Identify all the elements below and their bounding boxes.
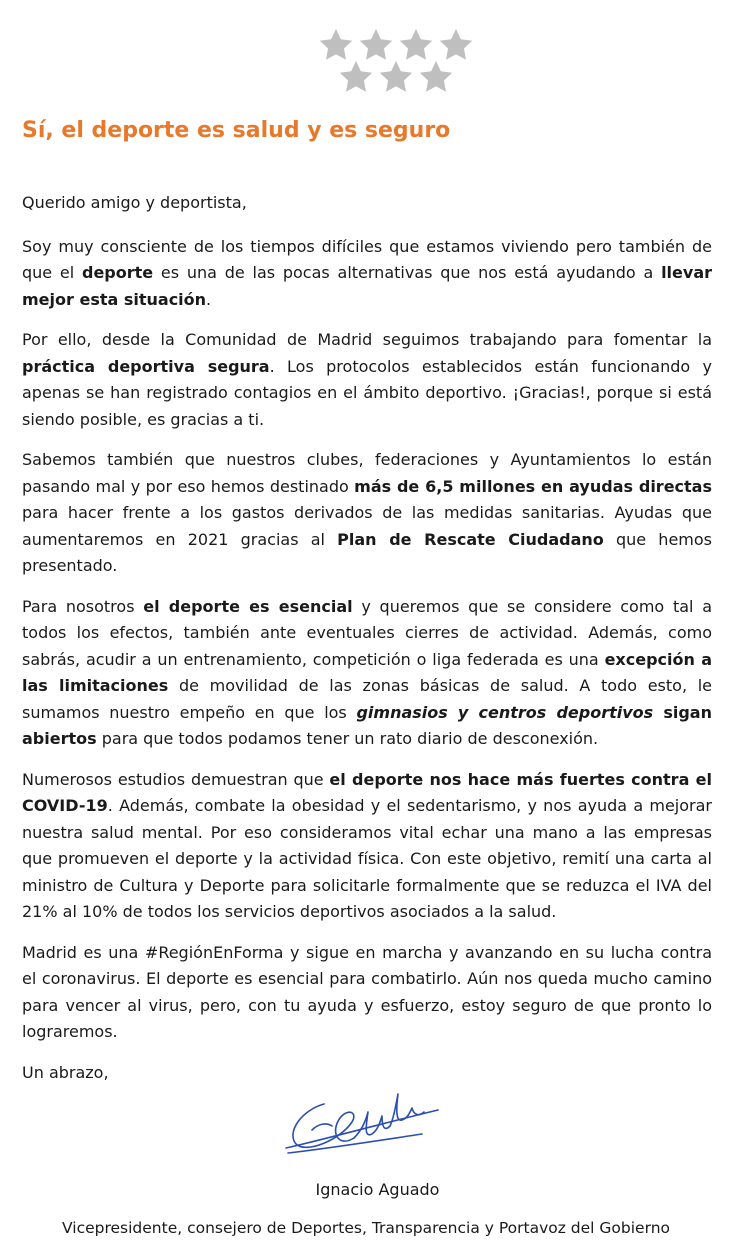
paragraph-5: Numerosos estudios demuestran que el deporte nos hace más fuertes contra el COVID-19. Además, combate la obesidad y el sedentarismo, y nos ayuda a mejorar nuestra salud mental. Por eso consideramos vital echar una mano a las empresas que promueven el deporte y la actividad física. Con este objetivo, remití una carta al ministro de Cultura y Deporte para solicitarle formalmente que se reduzca el IVA del 21% al 10% de todos los servicios deportivos asociados a la salud. [22,769,712,921]
paragraph-4: Para nosotros el deporte es esencial y queremos que se considere como tal a todos los efectos, también ante eventuales cierres de actividad. Además, como sabrás, acudir a un entrenamiento, competición o liga federada es una excepción a las limitaciones de movilidad de las zonas básicas de salud. A todo esto, le sumamos nuestro empeño en que los gimnasios y centros deportivos sigan abiertos para que todos podamos tener un rato diario de desconexión. [22,596,712,748]
signer-name: Ignacio Aguado [315,1180,440,1199]
madrid-stars-logo [310,26,490,98]
paragraph-3: Sabemos también que nuestros clubes, federaciones y Ayuntamientos lo están pasando mal y por eso hemos destinado más de 6,5 millones en ayudas directas para hacer frente a los gastos derivados de las medidas sanitarias. Ayudas que aumentaremos en 2021 gracias al Plan de Rescate Ciudadano que hemos presentado. [22,450,713,575]
handwritten-signature [282,1082,442,1160]
closing: Un abrazo, [22,1062,109,1082]
signer-role: Vicepresidente, consejero de Deportes, Transparencia y Portavoz del Gobierno [62,1219,670,1237]
letter-title: Sí, el deporte es salud y es seguro [22,118,451,143]
paragraph-1: Soy muy consciente de los tiempos difíciles que estamos viviendo pero también de que el deporte es una de las pocas alternativas que nos está ayudando a llevar mejor esta situación. [22,236,712,309]
greeting: Querido amigo y deportista, [22,193,247,212]
paragraph-6: Madrid es una #RegiónEnForma y sigue en marcha y avanzando en su lucha contra el coronavirus. El deporte es esencial para combatirlo. Aún nos queda mucho camino para vencer al virus, pero, con tu ayuda y esfuerzo, estoy seguro de que pronto lo lograremos. [22,942,712,1041]
letter-body [22,190,712,1100]
paragraph-2: Por ello, desde la Comunidad de Madrid seguimos trabajando para fomentar la práctica deportiva segura. Los protocolos establecidos están funcionando y apenas se han registrado contagios en el ámbito deportivo. ¡Gracias!, porque si está siendo posible, es gracias a ti. [22,330,712,429]
